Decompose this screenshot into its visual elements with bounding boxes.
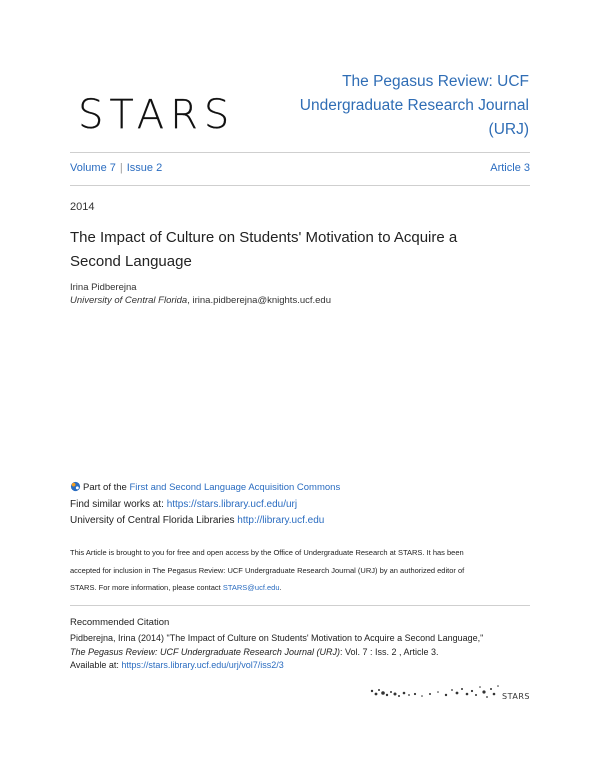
- libraries-label: University of Central Florida Libraries: [70, 515, 238, 526]
- part-of-prefix: Part of the: [83, 482, 130, 493]
- access-statement-line-1: This Article is brought to you for free and open access by the Office of Undergraduate Research at STARS. It has been: [70, 548, 464, 557]
- access-statement-line-3: [70, 579, 530, 597]
- journal-title-line-1[interactable]: The Pegasus Review: UCF: [342, 73, 529, 90]
- contact-suffix: .: [279, 583, 282, 592]
- article-title-line-2: Second Language: [70, 253, 192, 270]
- article-title-line-1: The Impact of Culture on Students' Motivation to Acquire a: [70, 229, 458, 246]
- volume-link[interactable]: Volume 7: [70, 162, 116, 174]
- citation-journal: The Pegasus Review: UCF Undergraduate Research Journal (URJ): [70, 646, 340, 657]
- issue-divider: [70, 185, 530, 186]
- citation-divider: [70, 605, 530, 606]
- stars-footer-logo[interactable]: [368, 683, 530, 705]
- similar-works-line: [70, 499, 297, 510]
- citation-volume: : Vol. 7 : Iss. 2 , Article 3.: [339, 646, 439, 657]
- libraries-line: [70, 515, 324, 526]
- stars-logo[interactable]: STARS: [78, 92, 236, 138]
- citation-line-1: Pidberejna, Irina (2014) "The Impact of Culture on Students' Motivation to Acquire a Second Language,": [70, 633, 484, 643]
- contact-prefix: STARS. For more information, please contact: [70, 583, 223, 592]
- journal-title[interactable]: [269, 70, 529, 142]
- author-affiliation: [70, 295, 331, 306]
- access-statement-line-2: accepted for inclusion in The Pegasus Review: UCF Undergraduate Research Journal (URJ) by an authorized editor of: [70, 565, 465, 575]
- journal-title-line-2[interactable]: Undergraduate Research Journal: [299, 97, 529, 114]
- author-name: Irina Pidberejna: [70, 282, 137, 293]
- citation-heading: Recommended Citation: [70, 617, 170, 628]
- available-label: Available at:: [70, 660, 122, 670]
- article-link[interactable]: Article 3: [490, 162, 530, 174]
- footer-logo-text: STARS: [502, 692, 530, 701]
- author-email: , irina.pidberejna@knights.ucf.edu: [187, 295, 332, 306]
- similar-works-label: Find similar works at:: [70, 499, 167, 510]
- author-institution: University of Central Florida: [70, 295, 188, 306]
- citation-text: [70, 632, 540, 673]
- network-commons-icon: [70, 481, 81, 492]
- citation-url-link[interactable]: https://stars.library.ucf.edu/urj/vol7/iss2/3: [121, 660, 284, 670]
- journal-title-line-3[interactable]: (URJ): [488, 121, 529, 138]
- separator: |: [119, 162, 123, 174]
- citation-line-3: [70, 659, 540, 673]
- part-of-line: [70, 481, 340, 493]
- commons-link[interactable]: First and Second Language Acquisition Commons: [129, 482, 341, 493]
- libraries-link[interactable]: http://library.ucf.edu: [237, 515, 325, 526]
- header-divider: [70, 152, 530, 153]
- contact-email-link[interactable]: STARS@ucf.edu: [222, 583, 280, 592]
- similar-works-link[interactable]: https://stars.library.ucf.edu/urj: [166, 499, 298, 510]
- access-statement: [70, 544, 530, 597]
- article-title: [70, 226, 530, 274]
- citation-line-2: [70, 646, 540, 660]
- issue-link[interactable]: Issue 2: [126, 162, 163, 174]
- volume-issue: [70, 162, 162, 174]
- publication-year: 2014: [70, 201, 95, 213]
